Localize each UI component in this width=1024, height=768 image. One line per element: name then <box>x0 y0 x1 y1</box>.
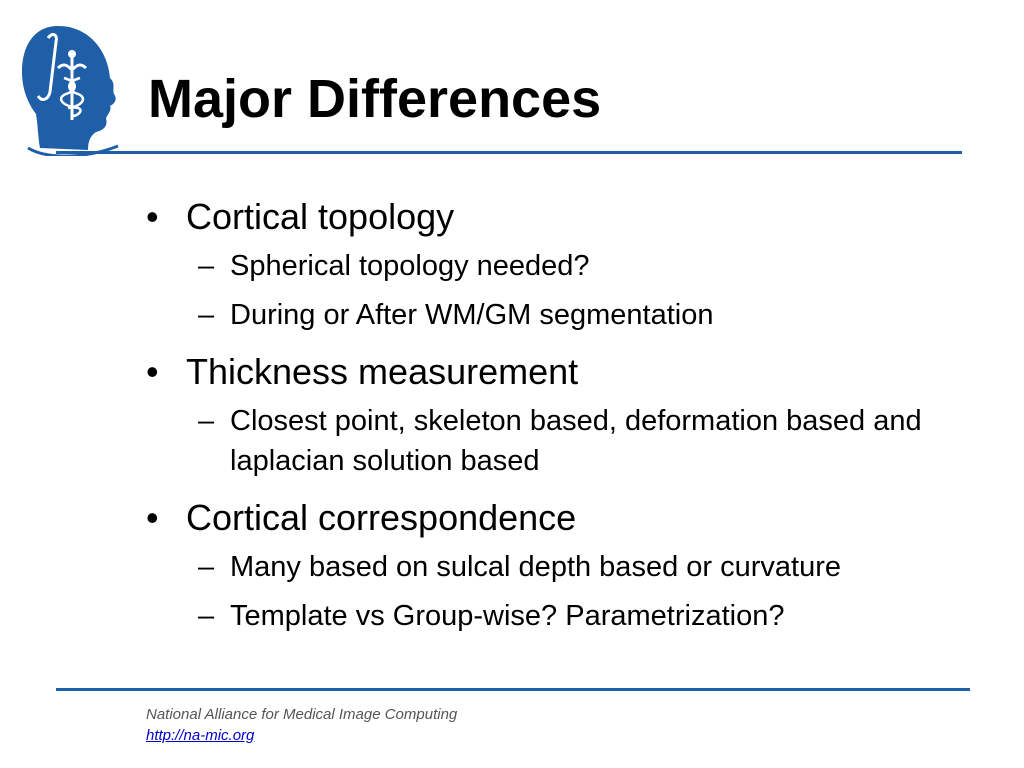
sub-item-text: Template vs Group-wise? Parametrization? <box>230 600 785 632</box>
dash-icon: – <box>198 551 215 583</box>
sub-item-text: Closest point, skeleton based, deformation based and laplacian solution based <box>230 405 922 477</box>
sub-item <box>140 401 1000 481</box>
sub-item <box>140 547 1000 587</box>
title-divider <box>56 151 962 154</box>
bullet-icon: • <box>146 351 159 392</box>
bullet-icon: • <box>146 497 159 538</box>
sub-item <box>140 246 1000 286</box>
bullet-icon: • <box>146 196 159 237</box>
bullet-item-cortical-topology <box>140 192 1000 242</box>
dash-icon: – <box>198 600 215 632</box>
bullet-list <box>140 192 1000 645</box>
dash-icon: – <box>198 250 215 282</box>
slide-title: Major Differences <box>148 69 602 129</box>
bullet-text: Cortical correspondence <box>186 497 577 538</box>
na-mic-logo-icon <box>18 22 128 156</box>
sub-item-text: During or After WM/GM segmentation <box>230 299 714 331</box>
dash-icon: – <box>198 299 215 331</box>
sub-item-text: Spherical topology needed? <box>230 250 590 282</box>
sub-item <box>140 295 1000 335</box>
sub-item <box>140 596 1000 636</box>
bullet-text: Thickness measurement <box>186 351 579 392</box>
sub-item-text: Many based on sulcal depth based or curvature <box>230 551 841 583</box>
footer-website-link[interactable]: http://na-mic.org <box>146 727 255 744</box>
footer-organization: National Alliance for Medical Image Computing <box>146 706 458 723</box>
footer-divider <box>56 688 970 691</box>
bullet-item-cortical-correspondence <box>140 493 1000 543</box>
bullet-text: Cortical topology <box>186 196 455 237</box>
dash-icon: – <box>198 405 215 437</box>
bullet-item-thickness-measurement <box>140 347 1000 397</box>
